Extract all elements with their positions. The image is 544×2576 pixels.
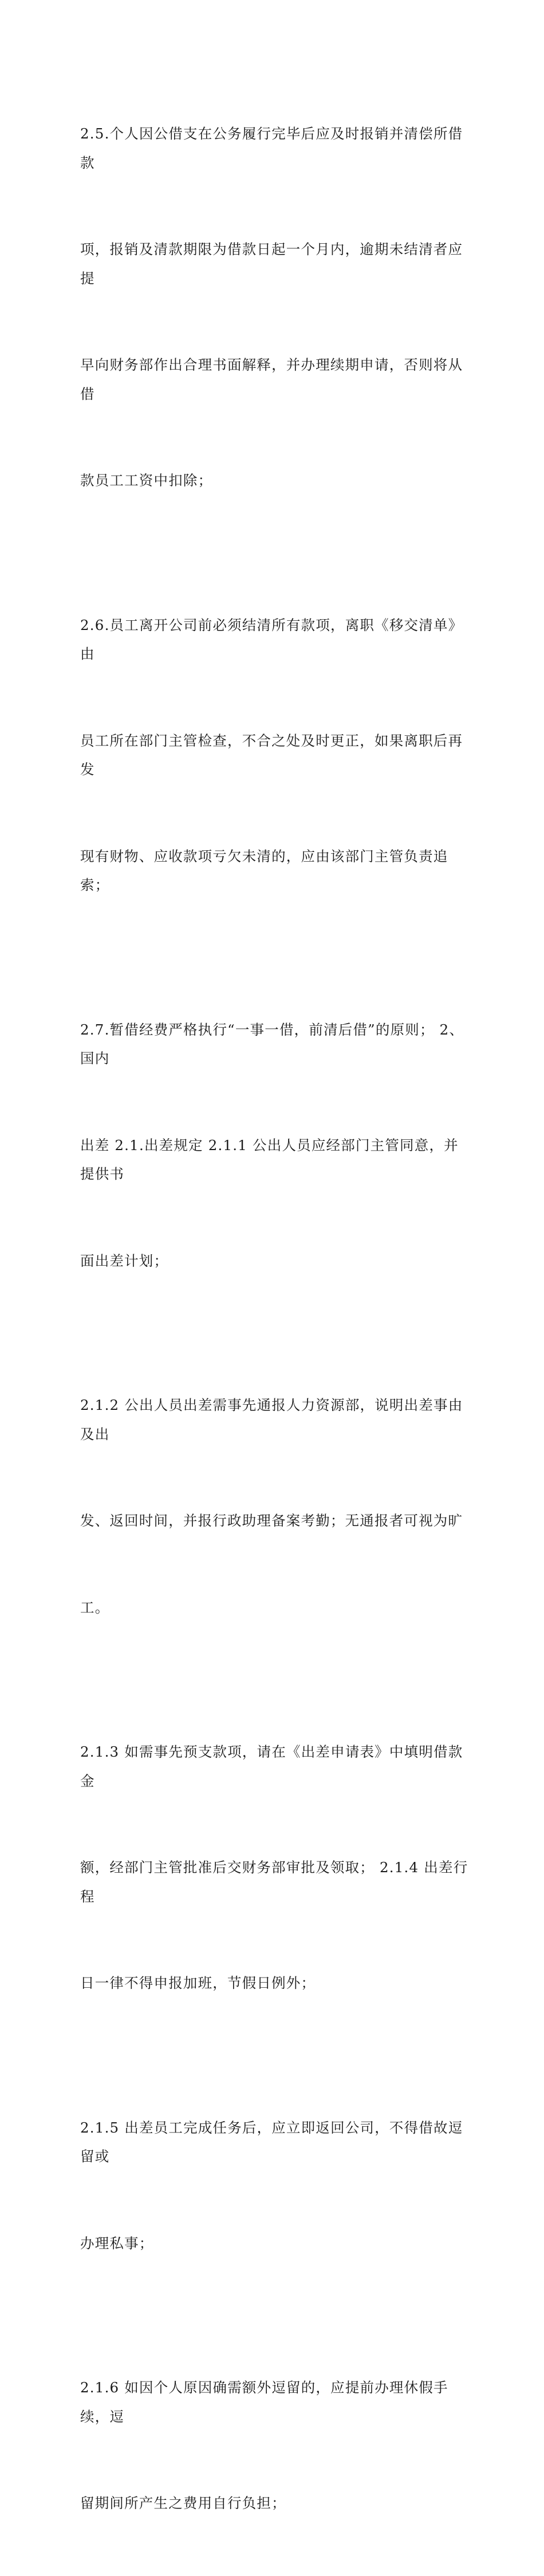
text-line: 2.1.6 如因个人原因确需额外逗留的，应提前办理休假手续，逗 (80, 2379, 448, 2425)
text-line: 2.1.2 公出人员出差需事先通报人力资源部，说明出差事由及出 (80, 1397, 463, 1442)
text-line: 项，报销及清款期限为借款日起一个月内，逾期未结清者应提 (80, 241, 463, 287)
text-line: 2.1.5 出差员工完成任务后，应立即返回公司，不得借故逗留或 (80, 2119, 463, 2165)
paragraph-2-1-2 (80, 1333, 470, 1680)
text-line: 额，经部门主管批准后交财务部审批及领取； 2.1.4 出差行程 (80, 1859, 468, 1905)
paragraph-2-5 (80, 62, 470, 553)
text-line: 早向财务部作出合理书面解释，并办理续期申请，否则将从借 (80, 356, 463, 402)
text-line: 2.6.员工离开公司前必须结清所有款项，离职《移交清单》由 (80, 616, 463, 662)
text-line: 出差 2.1.出差规定 2.1.1 公出人员应经部门主管同意，并提供书 (80, 1136, 459, 1182)
paragraph-2-7 (80, 958, 470, 1334)
text-line: 员工所在部门主管检查，不合之处及时更正，如果离职后再发 (80, 732, 463, 778)
paragraph-2-1-6 (80, 2316, 470, 2576)
paragraph-2-1-3 (80, 1680, 470, 2056)
text-line: 2.1.3 如需事先预支款项，请在《出差申请表》中填明借款金 (80, 1743, 463, 1789)
text-line: 办理私事； (80, 2234, 154, 2252)
text-line: 发、返回时间，并报行政助理备案考勤；无通报者可视为旷 (80, 1512, 463, 1529)
paragraph-2-6 (80, 553, 470, 958)
document-body (80, 62, 470, 2576)
paragraph-2-1-5 (80, 2056, 470, 2316)
text-line: 留期间所产生之费用自行负担； (80, 2495, 286, 2511)
text-line: 款员工工资中扣除； (80, 472, 213, 489)
text-line: 面出差计划； (80, 1252, 169, 1269)
text-line: 工。 (80, 1599, 110, 1616)
text-line: 现有财物、应收款项亏欠未清的，应由该部门主管负责追索； (80, 847, 448, 893)
text-line: 日一律不得申报加班，节假日例外； (80, 1975, 316, 1991)
text-line: 2.5.个人因公借支在公务履行完毕后应及时报销并清偿所借款 (80, 125, 463, 171)
text-line: 2.7.暂借经费严格执行“一事一借，前清后借”的原则； 2、国内 (80, 1021, 464, 1067)
